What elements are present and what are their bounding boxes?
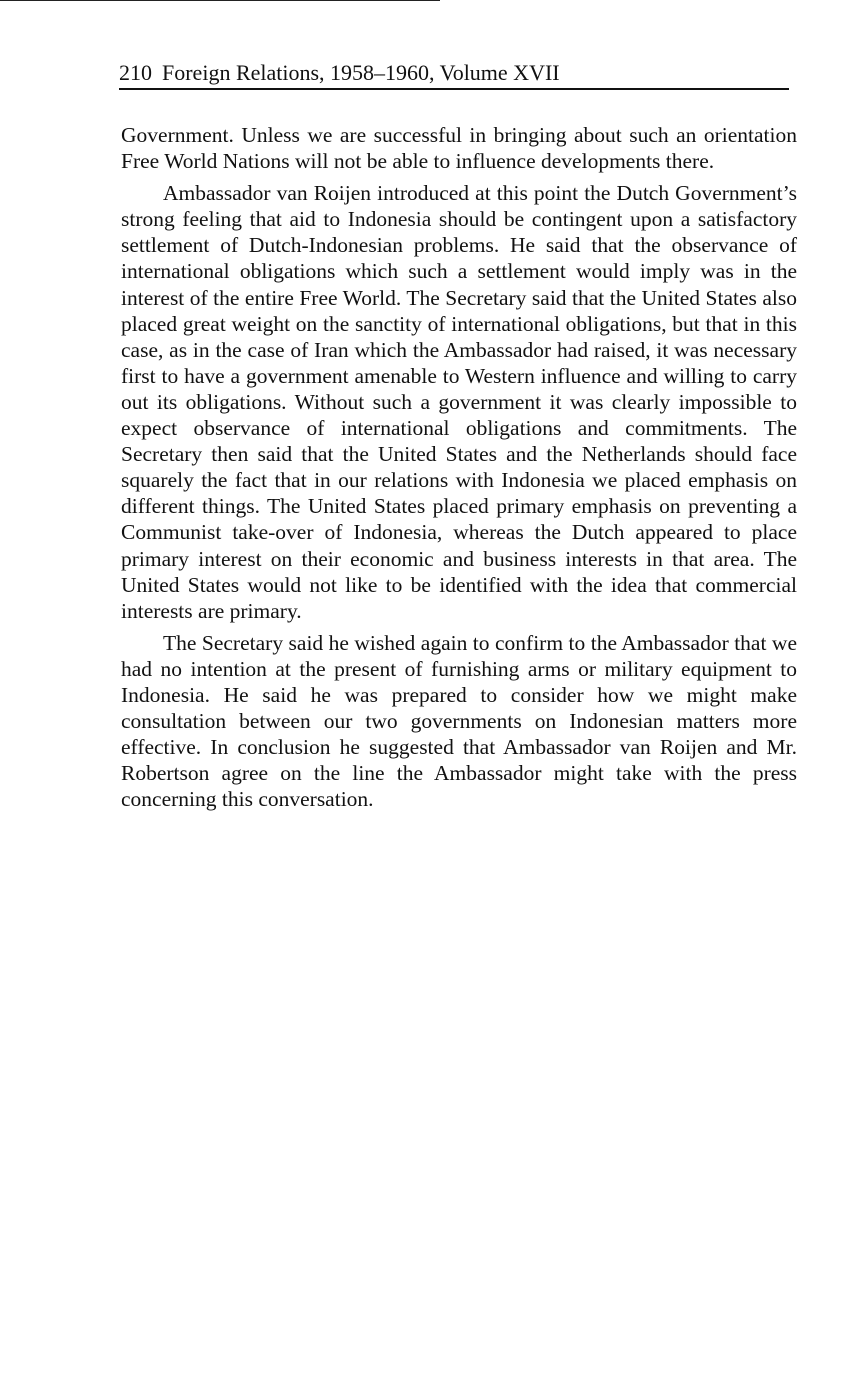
running-header <box>119 58 789 90</box>
running-title: Foreign Relations, 1958–1960, Volume XVII <box>162 60 560 85</box>
top-edge-rule <box>0 0 440 1</box>
paragraph-continuation: Government. Unless we are successful in bringing about such an orientation Free World Nations will not be able to influence developments there. <box>121 123 797 174</box>
page-number: 210 <box>119 60 152 85</box>
paragraph-ambassador-statement: Ambassador van Roijen introduced at this point the Dutch Government’s strong feeling that aid to Indonesia should be contingent upon a satisfactory settlement of Dutch-Indonesian problems. He said that the observance of international obligations which such a settlement would imply was in the interest of the entire Free World. The Secretary said that the United States also placed great weight on the sanctity of international obligations, but that in this case, as in the case of Iran which the Ambassador had raised, it was necessary first to have a government amenable to Western influence and willing to carry out its obligations. Without such a government it was clearly impossible to expect observance of international obligations and commitments. The Secretary then said that the United States and the Netherlands should face squarely the fact that in our relations with Indonesia we placed emphasis on different things. The United States placed primary emphasis on preventing a Communist take-over of Indonesia, whereas the Dutch appeared to place primary interest on their economic and business interests in that area. The United States would not like to be identified with the idea that commercial interests are primary. <box>121 181 797 623</box>
body-text <box>121 122 797 818</box>
paragraph-secretary-conclusion: The Secretary said he wished again to confirm to the Ambassador that we had no intention at the present of furnishing arms or military equipment to Indonesia. He said he was prepared to consider how we might make consultation between our two governments on Indonesian matters more effective. In conclusion he suggested that Ambassador van Roijen and Mr. Robertson agree on the line the Ambassador might take with the press concerning this conversation. <box>121 630 797 812</box>
